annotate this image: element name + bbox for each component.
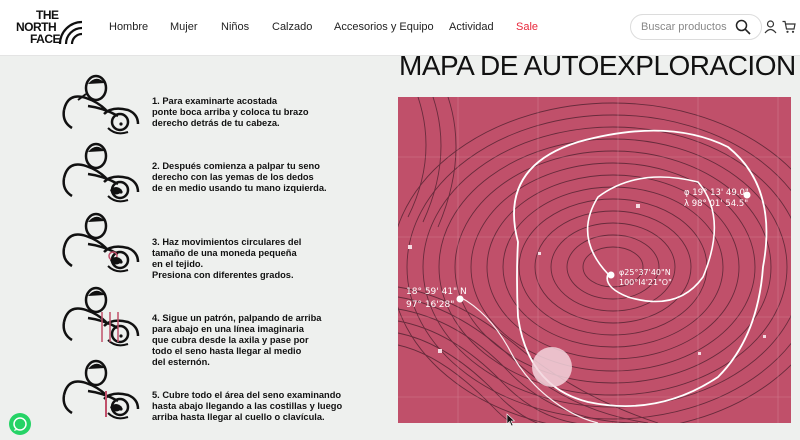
search-input[interactable] xyxy=(639,18,735,36)
step-4-line: 4. Sigue un patrón, palpando de arriba xyxy=(152,313,322,323)
coord-3-lon: 97° 16'28" xyxy=(406,300,455,310)
step-2-line: 2. Después comienza a palpar tu seno xyxy=(152,161,320,171)
brand-logo[interactable] xyxy=(14,8,84,46)
step-3-line: Presiona con diferentes grados. xyxy=(152,270,294,280)
step2-illustration xyxy=(58,138,148,208)
step-2-line: de en medio usando tu mano izquierda. xyxy=(152,183,327,193)
mouse-cursor-icon xyxy=(506,413,516,427)
step-4-line: todo el seno hasta llegar al medio xyxy=(152,346,302,356)
nav-ninos[interactable]: Niños xyxy=(221,21,250,33)
marker-2[interactable] xyxy=(608,272,615,279)
step4-illustration xyxy=(58,282,148,352)
step1-illustration xyxy=(58,70,148,140)
brand-line2: NORTH xyxy=(16,20,57,34)
step3-illustration xyxy=(58,208,148,278)
nav-hombre[interactable]: Hombre xyxy=(109,21,149,33)
coord-1-lon: λ 98° 01' 54.5" xyxy=(684,199,749,209)
page-title: MAPA DE AUTOEXPLORACION xyxy=(399,50,796,81)
whatsapp-icon xyxy=(9,413,31,435)
step-2 xyxy=(152,161,327,194)
search-icon[interactable] xyxy=(735,19,751,35)
step-3-line: tamaño de una moneda pequeña xyxy=(152,248,297,258)
step-4 xyxy=(152,313,321,368)
user-icon[interactable] xyxy=(764,20,777,34)
nav-calzado[interactable]: Calzado xyxy=(272,21,313,33)
coord-2-lat: φ25°37'40"N xyxy=(619,268,671,277)
coord-2-lon: 100°Ι4'21"O" xyxy=(619,278,672,287)
step-2-line: derecho con las yemas de los dedos xyxy=(152,172,314,182)
whatsapp-button[interactable] xyxy=(9,413,31,435)
step-3 xyxy=(152,237,301,281)
step-1-line: 1. Para examinarte acostada xyxy=(152,96,278,106)
nav-accesorios[interactable]: Accesorios y Equipo xyxy=(334,21,434,33)
coord-3-lat: 18° 59' 41" N xyxy=(406,287,467,297)
site-header xyxy=(0,0,800,56)
step-5 xyxy=(152,390,342,423)
half-dome-icon xyxy=(58,18,84,46)
cart-icon[interactable] xyxy=(782,20,796,34)
step-5-line: hasta abajo llegando a las costillas y luego xyxy=(152,401,343,411)
brand-line1: THE xyxy=(36,8,59,22)
search-box[interactable] xyxy=(630,14,762,40)
step-5-line: arriba hasta llegar al cuello o clavícula. xyxy=(152,412,325,422)
coord-1-lat: φ 19° 13' 49.0" xyxy=(684,188,749,198)
step5-illustration xyxy=(58,355,148,425)
nav-actividad[interactable]: Actividad xyxy=(449,21,494,33)
step-4-line: del esternón. xyxy=(152,357,210,367)
step-4-line: que cubra desde la axila y pase por xyxy=(152,335,309,345)
nav-mujer[interactable]: Mujer xyxy=(170,21,198,33)
step-3-line: en el tejido. xyxy=(152,259,204,269)
step-1 xyxy=(152,96,309,129)
highlight-circle[interactable] xyxy=(532,347,572,387)
step-4-line: para abajo en una línea imaginaria xyxy=(152,324,304,334)
step-1-line: ponte boca arriba y coloca tu brazo xyxy=(152,107,309,117)
brand-line3: FACE xyxy=(30,32,61,46)
topographic-map[interactable] xyxy=(398,97,791,423)
step-1-line: derecho detrás de tu cabeza. xyxy=(152,118,280,128)
step-5-line: 5. Cubre todo el área del seno examinando xyxy=(152,390,342,400)
step-3-line: 3. Haz movimientos circulares del xyxy=(152,237,302,247)
nav-sale[interactable]: Sale xyxy=(516,21,539,33)
